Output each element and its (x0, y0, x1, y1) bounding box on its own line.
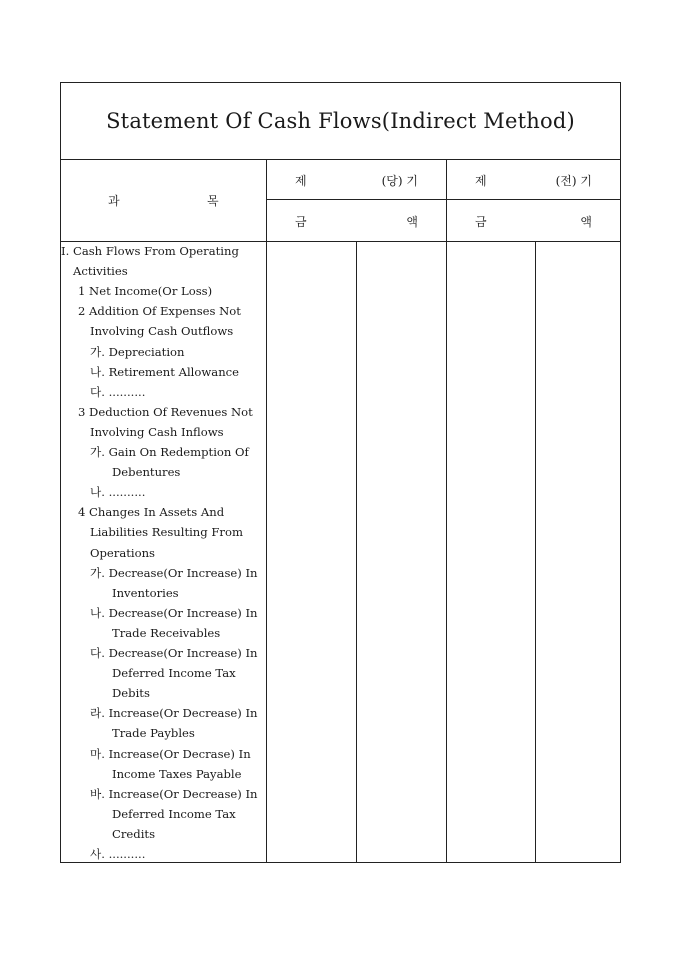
account-item-line: 마. Increase(Or Decrase) In (90, 746, 251, 761)
column-divider (446, 241, 447, 862)
account-item-line: 다. Decrease(Or Increase) In (90, 646, 258, 660)
account-item-line: Income Taxes Payable (112, 766, 242, 781)
account-item-line: Trade Paybles (112, 726, 195, 741)
account-item-line: 나. Retirement Allowance (90, 364, 240, 379)
account-item-line: 라. Increase(Or Decrease) In (90, 706, 258, 721)
current-amount-label-2: 액 (406, 215, 418, 229)
previous-amount-label-1: 금 (475, 215, 487, 229)
account-item-line: Deferred Income Tax (112, 806, 236, 821)
current-period-label-1: 제 (295, 174, 307, 188)
previous-period-header (447, 159, 620, 241)
account-item-line: Deferred Income Tax (112, 666, 236, 681)
account-item-line: 나. .......... (90, 485, 146, 500)
previous-amount-label-row (447, 200, 620, 240)
title-row (61, 83, 620, 160)
account-item-line: 가. Depreciation (90, 344, 185, 359)
cash-flow-statement-table (60, 82, 621, 863)
account-item-line: Credits (112, 826, 156, 841)
table-header (61, 159, 620, 242)
account-item-line: 2 Addition Of Expenses Not (78, 304, 241, 319)
previous-period-label-2: (전) 기 (555, 174, 592, 188)
account-item-line: Trade Receivables (112, 625, 221, 640)
account-item-line: Debits (112, 686, 150, 701)
previous-period-label-1: 제 (475, 174, 487, 188)
current-period-label-2: (당) 기 (381, 174, 418, 188)
subject-header-cell (61, 159, 267, 241)
account-item-line: Involving Cash Inflows (90, 424, 224, 439)
statement-title: Statement Of Cash Flows(Indirect Method) (106, 109, 575, 133)
subject-label-1: 과 (108, 194, 120, 208)
account-item-line: 4 Changes In Assets And (78, 505, 225, 520)
column-divider (535, 241, 536, 862)
account-item-line: Liabilities Resulting From (90, 525, 243, 540)
account-item-line: 가. Decrease(Or Increase) In (90, 565, 258, 580)
account-item-line: 1 Net Income(Or Loss) (78, 284, 213, 299)
account-item-line: 다. .......... (90, 384, 146, 399)
previous-period-label-row (447, 159, 620, 200)
table-body (61, 241, 620, 862)
account-item-line: I. Cash Flows From Operating (61, 244, 239, 258)
account-item-line: Operations (90, 545, 156, 560)
column-divider (356, 241, 357, 862)
current-amount-label-row (267, 200, 446, 240)
account-item-line: 바. Increase(Or Decrease) In (90, 786, 258, 801)
account-item-line: Activities (73, 264, 128, 279)
account-item-line: Involving Cash Outflows (90, 324, 234, 339)
previous-amount-label-2: 액 (580, 215, 592, 229)
column-divider (266, 241, 267, 862)
current-period-header (267, 159, 447, 241)
account-item-line: 나. Decrease(Or Increase) In (90, 605, 258, 620)
account-item-line: 사. .......... (90, 847, 146, 861)
account-item-line: 3 Deduction Of Revenues Not (78, 404, 253, 419)
current-period-label-row (267, 159, 446, 200)
account-item-line: 가. Gain On Redemption Of (90, 445, 249, 459)
account-item-line: Debentures (112, 465, 181, 480)
subject-label-2: 목 (207, 194, 219, 208)
account-item-line: Inventories (112, 585, 179, 600)
current-amount-label-1: 금 (295, 215, 307, 229)
